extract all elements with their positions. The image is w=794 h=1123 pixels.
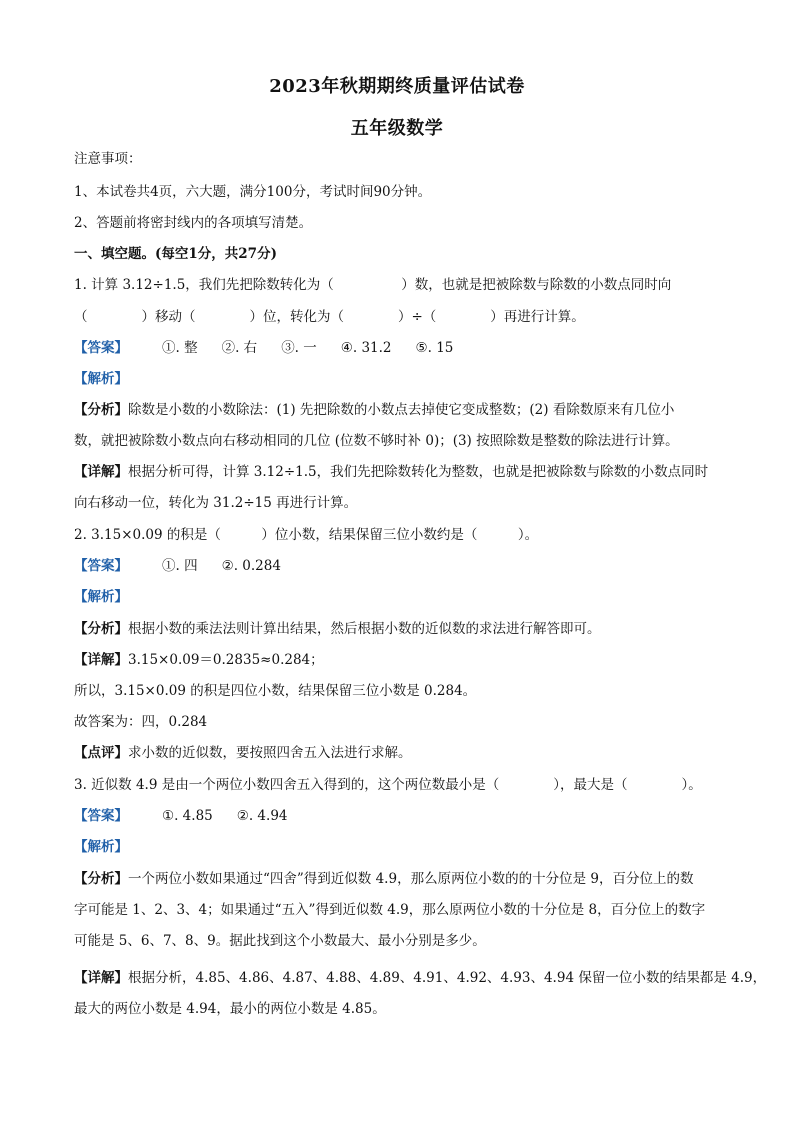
analysis-header-tag: 【解析】: [74, 839, 128, 855]
answer-row: [74, 557, 734, 575]
answer-item: ④. 31.2: [340, 340, 392, 356]
detail-text: 3.15×0.09＝0.2835≈0.284；: [128, 652, 324, 668]
answer-list: [162, 807, 312, 825]
answer-item: ①. 整: [162, 340, 198, 356]
detail-tag: 【详解】: [74, 970, 128, 986]
analysis-line: [74, 620, 734, 638]
answer-list: [162, 557, 305, 575]
answer-item: ①. 四: [162, 558, 198, 574]
analysis-header: [74, 838, 734, 856]
answer-item: ③. 一: [281, 340, 317, 356]
answer-tag: 【答案】: [74, 808, 128, 824]
question-stem: 2. 3.15×0.09 的积是（ ）位小数，结果保留三位小数约是（ ）。: [74, 527, 539, 543]
analysis-text: 一个两位小数如果通过“四舍”得到近似数 4.9，那么原两位小数的的十分位是 9，百分位上的数: [128, 871, 694, 887]
detail-line: 故答案为：四，0.284: [74, 714, 208, 730]
section-title: 一、填空题。(每空1分，共27分): [74, 246, 277, 262]
note-item: 1、本试卷共4页，六大题，满分100分，考试时间90分钟。: [74, 184, 432, 200]
detail-text: 根据分析可得，计算 3.12÷1.5，我们先把除数转化为整数，也就是把被除数与除数的小数点同时: [128, 464, 709, 480]
detail-line: 向右移动一位，转化为 31.2÷15 再进行计算。: [74, 495, 358, 511]
question-stem: 3. 近似数 4.9 是由一个两位小数四舍五入得到的，这个两位数最小是（ ），最大是（ ）。: [74, 777, 702, 793]
answer-item: ②. 0.284: [221, 558, 281, 574]
detail-text: 根据分析，4.85、4.86、4.87、4.88、4.89、4.91、4.92、4.93、4.94 保留一位小数的结果都是 4.9，: [128, 970, 767, 986]
document-subtitle: 五年级数学: [350, 118, 444, 139]
analysis-text: 除数是小数的小数除法：(1) 先把除数的小数点去掉使它变成整数；(2) 看除数原来有几位小: [128, 402, 675, 418]
comment-line: [74, 744, 734, 762]
analysis-tag: 【分析】: [74, 621, 128, 637]
question-stem: （ ）移动（ ）位，转化为（ ）÷（ ）再进行计算。: [74, 309, 585, 325]
detail-tag: 【详解】: [74, 652, 128, 668]
analysis-line: [74, 870, 734, 888]
analysis-line: [74, 401, 734, 419]
notes-heading: 注意事项：: [74, 151, 142, 167]
detail-line: [74, 463, 734, 481]
comment-text: 求小数的近似数，要按照四舍五入法进行求解。: [128, 745, 412, 761]
analysis-header-tag: 【解析】: [74, 589, 128, 605]
analysis-header-tag: 【解析】: [74, 371, 128, 387]
analysis-tag: 【分析】: [74, 402, 128, 418]
answer-row: [74, 339, 734, 357]
analysis-line: 可能是 5、6、7、8、9。据此找到这个小数最大、最小分别是多少。: [74, 933, 486, 949]
answer-tag: 【答案】: [74, 340, 128, 356]
analysis-text: 根据小数的乘法法则计算出结果，然后根据小数的近似数的求法进行解答即可。: [128, 621, 601, 637]
detail-line: 最大的两位小数是 4.94，最小的两位小数是 4.85。: [74, 1001, 386, 1017]
answer-item: ②. 右: [221, 340, 258, 356]
answer-row: [74, 807, 734, 825]
detail-line: [74, 651, 734, 669]
detail-line: [74, 969, 767, 987]
document-title: 2023年秋期期终质量评估试卷: [269, 76, 525, 97]
analysis-line: 数，就把被除数小数点向右移动相同的几位 (位数不够时补 0)；(3) 按照除数是整数的除法进行计算。: [74, 433, 679, 449]
analysis-header: [74, 370, 734, 388]
question-stem: 1. 计算 3.12÷1.5，我们先把除数转化为（ ）数，也就是把被除数与除数的小数点同时向: [74, 277, 672, 293]
answer-list: [162, 339, 477, 357]
detail-tag: 【详解】: [74, 464, 128, 480]
answer-item: ①. 4.85: [162, 808, 213, 824]
analysis-header: [74, 588, 734, 606]
answer-item: ⑤. 15: [415, 340, 454, 356]
note-item: 2、答题前将密封线内的各项填写清楚。: [74, 215, 313, 231]
analysis-line: 字可能是 1、2、3、4；如果通过“五入”得到近似数 4.9，那么原两位小数的十分位是 8，百分位上的数字: [74, 902, 706, 918]
detail-line: 所以，3.15×0.09 的积是四位小数，结果保留三位小数是 0.284。: [74, 683, 477, 699]
comment-tag: 【点评】: [74, 745, 128, 761]
analysis-tag: 【分析】: [74, 871, 128, 887]
answer-item: ②. 4.94: [236, 808, 288, 824]
answer-tag: 【答案】: [74, 558, 128, 574]
